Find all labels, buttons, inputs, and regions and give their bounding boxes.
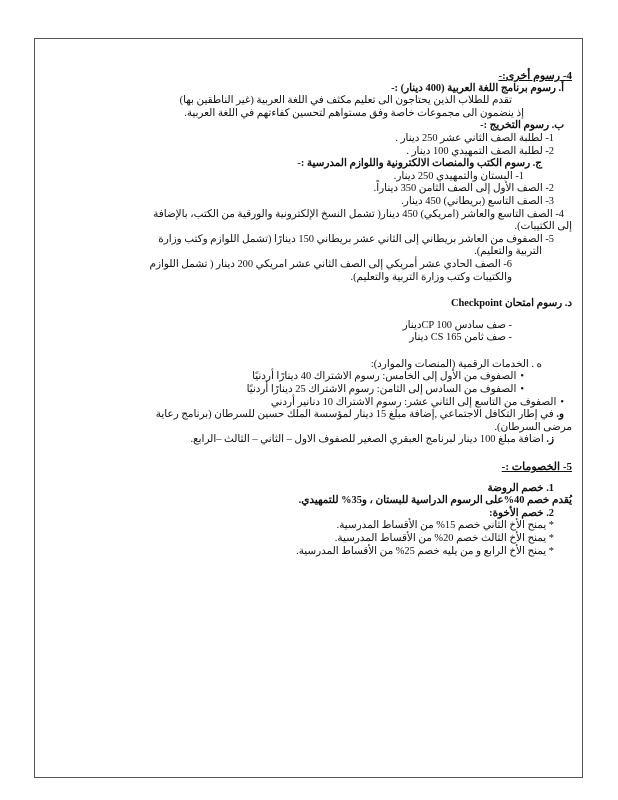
- books-fee-item: 1- البستان والتمهيدي 250 دينار.: [393, 170, 524, 182]
- siblings-discount-title: 2. خصم الأخوة:: [489, 507, 554, 519]
- digital-services-title: ه . الخدمات الرقمية (المنصات والموارد):: [370, 358, 542, 370]
- books-fee-item-cont: والكتيبات وكتب وزارة التربية والتعليم).: [350, 271, 512, 283]
- books-fees-title: ج. رسوم الكتب والمنصات الالكترونية واللوازم المدرسية :-: [297, 158, 542, 170]
- cancer-donation-line-1: [40, 409, 572, 422]
- graduation-fees-title: ب. رسوم التخريج :-: [480, 120, 564, 132]
- graduation-fee-item: 1- لطلبة الصف الثاني عشر 250 دينار .: [395, 132, 554, 144]
- digital-services-item: • الصفوف من التاسع إلى الثاني عشر: رسوم الاشتراك 10 دنانير أردني: [40, 397, 572, 410]
- arabic-program-line-2: إذ ينضمون الى مجموعات خاصة وفق مستواهم لتحسين كفاءتهم في اللغة العربية.: [184, 107, 524, 119]
- arabic-program-line-1: تقدم للطلاب الذين يحتاجون الى تعليم مكثف في اللغة العربية (غير الناطقين بها): [179, 95, 512, 107]
- digital-services-item: • الصفوف من الأول إلى الخامس: رسوم الاشتراك 40 دينارًا أردنيًا: [40, 371, 572, 384]
- cancer-donation-text: في إطار التكافل الاجتماعي ,إضافة مبلغ 15 دينار لمؤسسة الملك حسين للسرطان (برنامج رعاية: [155, 409, 554, 421]
- checkpoint-title-en: Checkpoint: [450, 298, 503, 310]
- siblings-discount-item: * يمنح الأخ الثاني خصم 15% من الأقساط المدرسية.: [336, 520, 554, 532]
- section-4-heading: 4- رسوم أخرى:-: [498, 70, 572, 82]
- books-fee-item: 5- الصفوف من العاشر بريطاني إلى الثاني عشر بريطاني 150 دينارًا (تشمل اللوازم وكتب وزارة: [158, 233, 554, 245]
- books-fee-item: 4- الصف التاسع والعاشر (امريكي) 450 دينار( تشمل النسخ الإلكترونية والورقية من الكتب، بالإضافة: [153, 208, 564, 220]
- kindergarten-discount-text: يُقدم خصم 40%على الرسوم الدراسية للبستان ، و35% للتمهيدي.: [298, 495, 572, 507]
- cancer-donation-line-2: مرضى السرطان).: [494, 421, 572, 433]
- checkpoint-title: [40, 298, 572, 311]
- kindergarten-discount-title: 1. خصم الروضة: [487, 482, 554, 494]
- little-genius-line: [40, 434, 572, 447]
- checkpoint-item: - صف ثامن 165 CS دينار: [409, 332, 512, 344]
- graduation-fee-item: 2- لطلبة الصف التمهيدي 100 دينار .: [406, 145, 554, 157]
- books-fee-item: 3- الصف التاسع (بريطاني) 450 دينار.: [401, 195, 554, 207]
- little-genius-label: ز.: [546, 434, 554, 446]
- section-5-heading: 5- الخصومات :-: [501, 461, 572, 474]
- books-fee-item: 6- الصف الحادي عشر أمريكي إلى الصف الثاني عشر امريكي 200 دينار ( تشمل اللوازم: [149, 258, 512, 270]
- siblings-discount-item: * يمنح الأخ الثالث خصم 20% من الأقساط المدرسية.: [334, 533, 554, 544]
- checkpoint-title-ar: د. رسوم امتحان: [504, 298, 572, 310]
- siblings-discount-item: * يمنح الأخ الرابع و من يليه خصم 25% من الأقساط المدرسية.: [296, 545, 554, 557]
- digital-services-item: • الصفوف من السادس إلى الثامن: رسوم الاشتراك 25 دينارًا أردنيًا: [40, 384, 572, 397]
- cancer-donation-label: و.: [556, 409, 564, 421]
- books-fee-item-cont: إلى الكتيبات).: [514, 221, 572, 233]
- books-fee-item: 2- الصف الأول إلى الصف الثامن 350 ديناراً.: [373, 183, 554, 195]
- checkpoint-item: - صف سادس CP 100دينار: [402, 319, 512, 331]
- arabic-program-title: أ. رسوم برنامج اللغة العربية (400 دينار) :-: [391, 82, 564, 94]
- little-genius-text: اضافة مبلغ 100 دينار لبرنامج العبقري الصغير للصفوف الاول – الثاني – الثالث –الرابع.: [190, 434, 544, 446]
- books-fee-item-cont: التربية والتعليم).: [474, 246, 542, 258]
- document-page: [40, 70, 572, 558]
